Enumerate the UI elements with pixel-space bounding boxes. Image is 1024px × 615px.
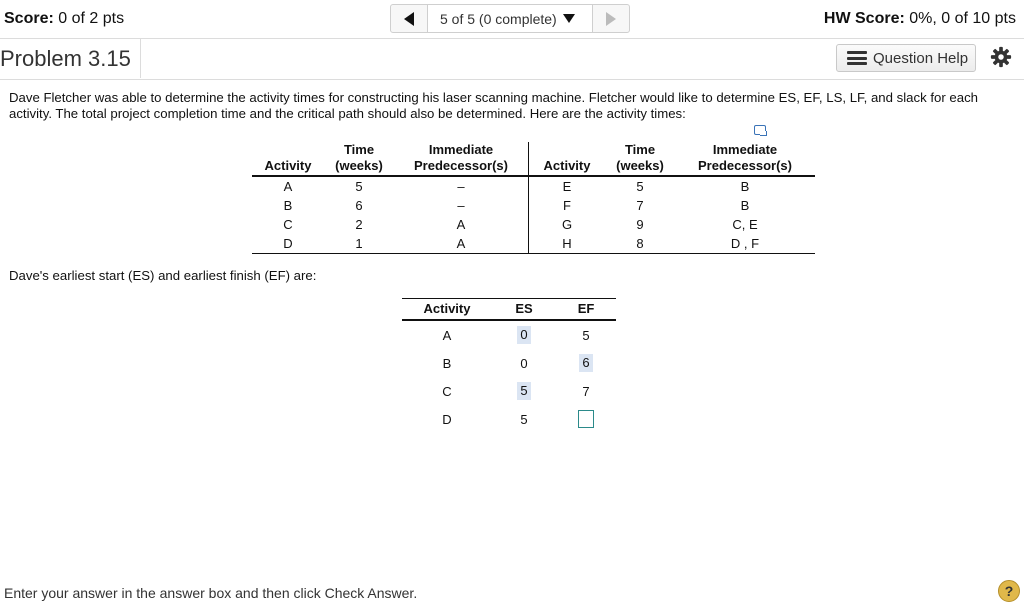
table-row: D 5 (402, 405, 616, 433)
table-row: C 5 7 (442, 383, 590, 399)
previous-arrow-icon (404, 12, 414, 26)
col-activity: Activity (402, 299, 492, 321)
activity-times-table: Time Immediate Time Immediate Activity (weeks) Predecessor(s) Activity (weeks) Predecessor(s) A 5 – E 5 B B 6 – F 7 B C 2 A G 9 C, E D 1 A H 8 D , F (252, 142, 815, 254)
next-question-button[interactable] (592, 4, 630, 33)
hw-score-label: HW Score: (823, 10, 905, 27)
col-activity-2: Activity (529, 158, 606, 176)
col-es: ES (492, 299, 556, 321)
col-predecessors: Predecessor(s) (394, 158, 529, 176)
copy-data-icon[interactable] (754, 125, 766, 135)
problem-title: Problem 3.15 (0, 39, 141, 78)
question-help-label: Question Help (873, 49, 969, 67)
problem-bar (0, 39, 1024, 80)
score-label: Score: (4, 10, 54, 27)
col-time-2: (weeks) (605, 158, 675, 176)
table-row: A 0 5 (442, 327, 590, 343)
table-row: B 0 6 (402, 349, 616, 377)
table-row: B 6 – F 7 B (283, 198, 750, 213)
question-selector[interactable] (428, 4, 592, 33)
col-time: (weeks) (324, 158, 394, 176)
problem-prompt: Dave Fletcher was able to determine the activity times for constructing his laser scanning machine. Fletcher would like to determine ES, EF, LS, LF, and slack for each activity. The total project completion time and the critical path should also be determined. Here are the activity times: (9, 90, 978, 121)
hw-score (824, 10, 1016, 28)
question-navigator (390, 4, 630, 33)
table-row: D 1 A H 8 D , F (252, 234, 815, 254)
score-value: 0 of 2 pts (53, 10, 125, 27)
next-arrow-icon (606, 12, 616, 26)
top-bar (0, 0, 1024, 39)
hw-score-value: 0%, 0 of 10 pts (904, 10, 1016, 27)
es-ef-prompt: Dave's earliest start (ES) and earliest finish (EF) are: (9, 268, 317, 283)
es-answer-filled[interactable]: 5 (517, 382, 530, 400)
ef-answer-input[interactable] (578, 410, 594, 428)
table-row: A 5 – E 5 B (252, 176, 815, 196)
question-help-button[interactable] (836, 44, 976, 72)
list-icon (847, 51, 867, 65)
dropdown-arrow-icon (563, 14, 575, 23)
previous-question-button[interactable] (390, 4, 428, 33)
question-status: 5 of 5 (0 complete) (440, 10, 557, 27)
ef-answer-filled[interactable]: 6 (579, 354, 592, 372)
score (4, 10, 124, 28)
gear-icon[interactable] (990, 46, 1012, 68)
col-predecessors-2: Predecessor(s) (675, 158, 815, 176)
help-icon[interactable]: ? (998, 580, 1020, 602)
instruction-footer: Enter your answer in the answer box and then click Check Answer. (4, 585, 418, 601)
col-ef: EF (556, 299, 616, 321)
es-ef-table (402, 298, 616, 433)
col-activity: Activity (252, 158, 324, 176)
es-answer-filled[interactable]: 0 (517, 326, 530, 344)
table-row: C 2 A G 9 C, E (283, 217, 758, 232)
